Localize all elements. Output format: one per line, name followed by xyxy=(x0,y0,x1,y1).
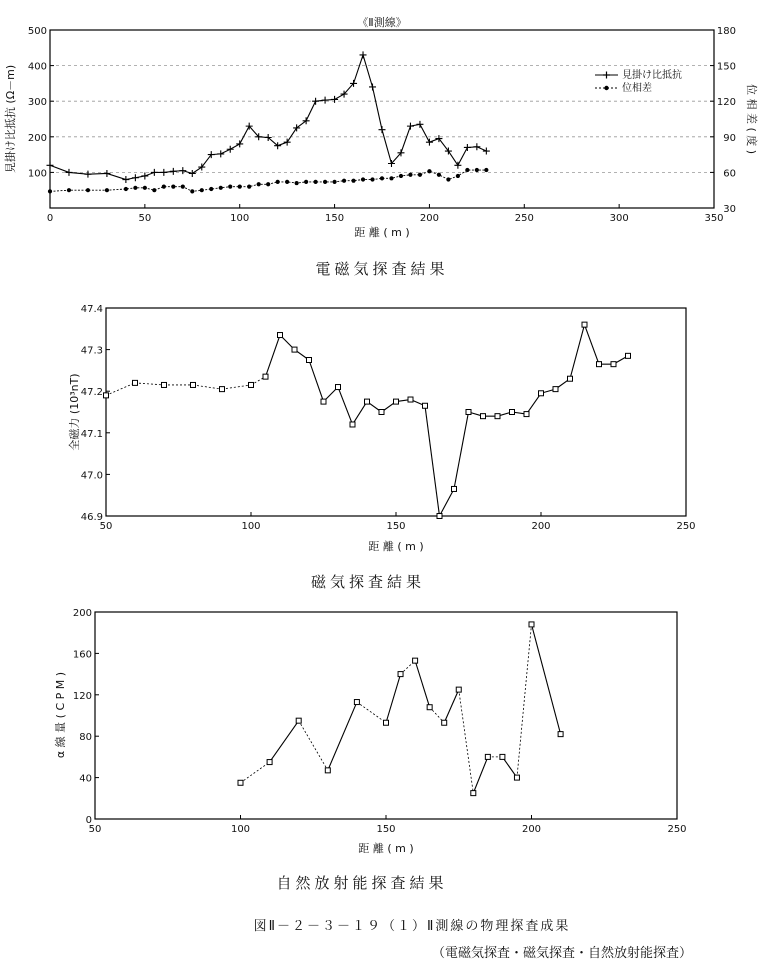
y-tick-label: 47.4 xyxy=(80,304,103,315)
y2-tick-label: 60 xyxy=(723,168,736,180)
y-tick-label: 500 xyxy=(27,26,47,37)
series-point xyxy=(452,486,457,491)
resistivity-point xyxy=(141,172,148,179)
y-tick-label: 46.9 xyxy=(80,512,103,523)
series-segment xyxy=(353,402,368,425)
em-y2-axis-label: 位 相 差 ( 度 ) xyxy=(745,83,758,155)
phase-point xyxy=(190,189,194,193)
em-legend xyxy=(595,68,682,94)
series-segment xyxy=(270,721,299,762)
em-x-ticks xyxy=(47,204,724,224)
em-chart-title: 《Ⅱ測線》 xyxy=(357,16,407,29)
phase-point xyxy=(219,186,223,190)
phase-point xyxy=(370,177,374,181)
series-point xyxy=(321,399,326,404)
em-gridlines xyxy=(50,66,714,173)
phase-point xyxy=(399,174,403,178)
series-point xyxy=(350,422,355,427)
resistivity-point xyxy=(84,171,91,178)
phase-point xyxy=(105,188,109,192)
legend-plus-marker xyxy=(603,72,610,79)
series-point xyxy=(408,397,413,402)
series-point xyxy=(539,391,544,396)
phase-point xyxy=(285,180,289,184)
y-tick-label: 80 xyxy=(79,732,92,744)
phase-point xyxy=(465,168,469,172)
x-tick-label: 250 xyxy=(676,521,696,532)
series-point xyxy=(481,414,486,419)
mag-caption: 磁気探査結果 xyxy=(310,573,426,591)
series-segment xyxy=(444,690,459,723)
x-tick-label: 150 xyxy=(376,824,396,835)
y-tick-label: 47.2 xyxy=(80,387,103,399)
y-tick-label: 200 xyxy=(72,608,92,619)
phase-point xyxy=(162,185,166,189)
series-point xyxy=(553,387,558,392)
series-segment xyxy=(222,385,251,389)
x-tick-label: 50 xyxy=(99,521,113,532)
series-point xyxy=(514,775,519,780)
phase-point xyxy=(238,185,242,189)
series-segment xyxy=(241,762,270,783)
series-point xyxy=(384,720,389,725)
resistivity-point xyxy=(322,97,329,104)
series-segment xyxy=(386,674,401,723)
phase-point xyxy=(171,185,175,189)
series-point xyxy=(133,380,138,385)
resistivity-point xyxy=(369,83,376,90)
legend-label-phase: 位相差 xyxy=(622,83,652,94)
em-y-axis-label: 見掛け比抵抗 (Ω－m) xyxy=(4,64,17,174)
figure-caption: 図Ⅱ－２－３－１９（１）Ⅱ測線の物理探査成果 xyxy=(253,919,571,934)
phase-point xyxy=(342,179,346,183)
series-segment xyxy=(585,325,600,365)
mag-x-ticks xyxy=(100,512,696,532)
resistivity-point xyxy=(160,169,167,176)
series-point xyxy=(500,754,505,759)
resistivity-point xyxy=(65,169,72,176)
y-tick-label: 47.1 xyxy=(80,428,103,440)
x-tick-label: 200 xyxy=(419,213,439,224)
series-point xyxy=(336,385,341,390)
em-caption: 電磁気探査結果 xyxy=(315,260,449,278)
series-point xyxy=(104,393,109,398)
series-point xyxy=(220,387,225,392)
y2-tick-label: 150 xyxy=(716,61,736,73)
phase-point xyxy=(200,188,204,192)
x-tick-label: 100 xyxy=(241,521,261,532)
phase-point xyxy=(133,186,137,190)
resistivity-point xyxy=(217,150,224,157)
series-segment xyxy=(328,702,357,770)
series-segment xyxy=(106,383,135,395)
resistivity-point xyxy=(454,162,461,169)
y-tick-label: 300 xyxy=(27,97,47,109)
series-point xyxy=(495,414,500,419)
resistivity-point xyxy=(122,176,129,183)
series-point xyxy=(466,410,471,415)
phase-point xyxy=(276,180,280,184)
series-point xyxy=(529,622,534,627)
resistivity-point xyxy=(227,146,234,153)
series-segment xyxy=(459,690,474,794)
y2-tick-label: 90 xyxy=(723,132,736,144)
x-tick-label: 50 xyxy=(88,824,102,835)
series-point xyxy=(582,322,587,327)
resistivity-point xyxy=(483,148,490,155)
y-tick-label: 120 xyxy=(72,690,92,702)
series-point xyxy=(456,687,461,692)
phase-point xyxy=(152,188,156,192)
phase-point xyxy=(314,180,318,184)
series-segment xyxy=(415,661,430,708)
mag-plot-frame xyxy=(106,308,686,516)
resistivity-point xyxy=(464,144,471,151)
resistivity-point xyxy=(151,169,158,176)
phase-point xyxy=(351,179,355,183)
resistivity-point xyxy=(312,98,319,105)
series-point xyxy=(307,358,312,363)
em-phase-series xyxy=(48,168,489,194)
series-point xyxy=(558,732,563,737)
phase-point xyxy=(257,182,261,186)
em-x-axis-label: 距 離 ( m ) xyxy=(354,226,410,239)
mag-y-axis-label: 全磁力 (10³nT) xyxy=(68,373,81,451)
y2-tick-label: 120 xyxy=(716,97,736,109)
phase-point xyxy=(247,185,251,189)
series-point xyxy=(626,353,631,358)
resistivity-point xyxy=(473,143,480,150)
phase-point xyxy=(228,185,232,189)
x-tick-label: 300 xyxy=(609,213,629,224)
series-point xyxy=(354,700,359,705)
series-segment xyxy=(309,360,324,402)
resistivity-point xyxy=(379,126,386,133)
series-point xyxy=(296,718,301,723)
series-segment xyxy=(440,489,455,516)
series-segment xyxy=(193,385,222,389)
x-tick-label: 100 xyxy=(230,824,251,835)
em-resistivity-series xyxy=(47,51,490,183)
phase-point xyxy=(484,168,488,172)
series-segment xyxy=(135,383,164,385)
phase-point xyxy=(418,173,422,177)
series-point xyxy=(263,374,268,379)
phase-point xyxy=(266,182,270,186)
phase-point xyxy=(67,188,71,192)
phase-point xyxy=(427,169,431,173)
mag-total-force-series xyxy=(104,322,631,518)
phase-point xyxy=(332,180,336,184)
series-segment xyxy=(532,624,561,734)
series-point xyxy=(394,399,399,404)
series-point xyxy=(427,705,432,710)
resistivity-point xyxy=(236,140,243,147)
resistivity-point xyxy=(179,167,186,174)
phase-point xyxy=(295,181,299,185)
phase-point xyxy=(124,187,128,191)
series-segment xyxy=(454,412,469,489)
phase-point xyxy=(456,174,460,178)
series-point xyxy=(510,410,515,415)
series-point xyxy=(524,412,529,417)
phase-point xyxy=(446,177,450,181)
resistivity-line xyxy=(50,55,486,180)
phase-point xyxy=(380,176,384,180)
magnetic-survey-chart xyxy=(67,304,696,591)
mag-x-axis-label: 距 離 ( m ) xyxy=(368,540,424,553)
rad-y-axis-label: α 線 量 ( C P M ) xyxy=(54,671,67,759)
x-tick-label: 50 xyxy=(138,213,152,224)
x-tick-label: 200 xyxy=(521,824,542,835)
phase-point xyxy=(475,168,479,172)
legend-dot-marker xyxy=(604,86,608,90)
rad-alpha-series xyxy=(238,622,563,796)
resistivity-point xyxy=(360,51,367,58)
series-point xyxy=(191,382,196,387)
series-point xyxy=(365,399,370,404)
phase-point xyxy=(361,177,365,181)
resistivity-point xyxy=(47,162,54,169)
series-segment xyxy=(570,325,585,379)
resistivity-point xyxy=(103,170,110,177)
x-tick-label: 100 xyxy=(230,213,250,224)
series-point xyxy=(292,347,297,352)
y-tick-label: 47.3 xyxy=(80,345,103,357)
radioactivity-chart xyxy=(54,608,687,892)
resistivity-point xyxy=(170,168,177,175)
resistivity-point xyxy=(132,174,139,181)
series-point xyxy=(597,362,602,367)
x-tick-label: 350 xyxy=(704,213,724,224)
phase-point xyxy=(408,173,412,177)
series-point xyxy=(611,362,616,367)
em-survey-chart xyxy=(3,15,759,278)
y-tick-label: 200 xyxy=(27,132,47,144)
resistivity-point xyxy=(189,170,196,177)
series-point xyxy=(485,754,490,759)
series-point xyxy=(471,791,476,796)
resistivity-point xyxy=(426,139,433,146)
phase-point xyxy=(437,173,441,177)
y-tick-label: 40 xyxy=(79,773,92,785)
series-point xyxy=(568,376,573,381)
series-segment xyxy=(502,757,517,778)
series-segment xyxy=(266,335,281,377)
series-point xyxy=(249,382,254,387)
series-segment xyxy=(473,757,488,793)
x-tick-label: 200 xyxy=(531,521,551,532)
series-point xyxy=(267,760,272,765)
y2-tick-label: 180 xyxy=(716,26,736,37)
legend-label-resistivity: 見掛け比抵抗 xyxy=(622,70,682,81)
series-point xyxy=(442,720,447,725)
figure-subcaption: （電磁気探査・磁気探査・自然放射能探査） xyxy=(431,946,693,961)
series-segment xyxy=(517,624,532,777)
resistivity-point xyxy=(416,121,423,128)
rad-x-axis-label: 距 離 ( m ) xyxy=(358,842,414,855)
y-tick-label: 47.0 xyxy=(80,470,103,482)
x-tick-label: 150 xyxy=(325,213,345,224)
y-tick-label: 100 xyxy=(27,168,47,180)
phase-point xyxy=(389,176,393,180)
series-point xyxy=(379,410,384,415)
x-tick-label: 150 xyxy=(386,521,406,532)
series-segment xyxy=(425,406,440,516)
phase-point xyxy=(181,185,185,189)
y2-tick-label: 30 xyxy=(723,204,736,215)
phase-point xyxy=(323,180,327,184)
series-segment xyxy=(527,393,542,414)
resistivity-point xyxy=(284,139,291,146)
phase-point xyxy=(143,186,147,190)
resistivity-point xyxy=(331,96,338,103)
series-point xyxy=(325,768,330,773)
series-point xyxy=(162,382,167,387)
em-plot-frame xyxy=(50,30,714,208)
y-tick-label: 400 xyxy=(27,61,47,73)
series-segment xyxy=(299,721,328,771)
series-segment xyxy=(338,387,353,424)
phase-point xyxy=(48,189,52,193)
phase-point xyxy=(304,180,308,184)
phase-point xyxy=(86,188,90,192)
rad-caption: 自然放射能探査結果 xyxy=(276,874,448,892)
x-tick-label: 250 xyxy=(514,213,534,224)
series-point xyxy=(423,403,428,408)
series-point xyxy=(413,658,418,663)
phase-point xyxy=(209,187,213,191)
series-point xyxy=(398,672,403,677)
series-point xyxy=(278,333,283,338)
rad-plot-frame xyxy=(95,612,677,819)
y-tick-label: 160 xyxy=(72,649,92,661)
x-tick-label: 250 xyxy=(667,824,687,835)
series-segment xyxy=(357,702,386,723)
x-tick-label: 0 xyxy=(46,213,54,224)
resistivity-point xyxy=(407,123,414,130)
series-point xyxy=(238,780,243,785)
series-point xyxy=(437,514,442,519)
rad-x-ticks xyxy=(89,815,687,835)
y-tick-label: 0 xyxy=(85,815,92,826)
